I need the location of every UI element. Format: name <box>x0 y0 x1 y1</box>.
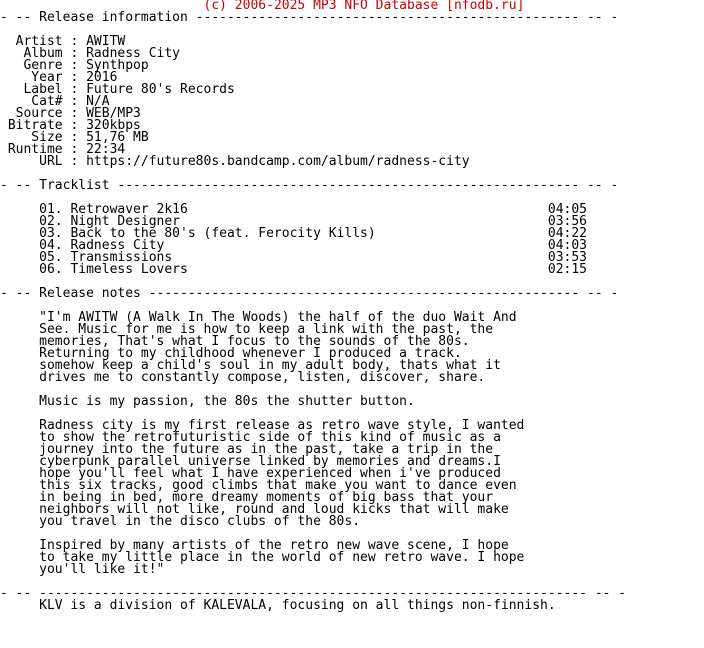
notes-line: to take my little place in the world of new retro wave. I hope <box>0 550 525 565</box>
info-catalog: Cat# : N/A <box>0 94 110 109</box>
track-row: 01. Retrowaver 2k16 04:05 <box>0 202 587 217</box>
section-release-notes: - -- Release notes ------------------------------------------------------- -- - <box>0 286 619 301</box>
footer-rule: - -- ---------------------------------------------------------------------- -- - <box>0 586 627 601</box>
section-tracklist: - -- Tracklist ----------------------------------------------------------- -- - <box>0 178 619 193</box>
info-source: Source : WEB/MP3 <box>0 106 141 121</box>
info-artist: Artist : AWITW <box>0 34 126 49</box>
info-label: Label : Future 80's Records <box>0 82 235 97</box>
notes-line: Inspired by many artists of the retro new wave scene, I hope <box>0 538 509 553</box>
album-url-link[interactable]: https://future80s.bandcamp.com/album/radness-city <box>86 154 470 169</box>
notes-line: memories, That's what I focus to the sounds of the 80s. <box>0 334 470 349</box>
track-row: 03. Back to the 80's (feat. Ferocity Kills) 04:22 <box>0 226 587 241</box>
notes-line: See. Music for me is how to keep a link with the past, the <box>0 322 494 337</box>
notes-line: Music is my passion, the 80s the shutter button. <box>0 394 415 409</box>
notes-line: Radness city is my first release as retro wave style, I wanted <box>0 418 525 433</box>
site-header-link[interactable]: (c) 2006-2025 MP3 NFO Database [nfodb.ru] <box>203 0 525 13</box>
notes-line: somehow keep a child's soul in my adult body, thats what it <box>0 358 501 373</box>
track-row: 06. Timeless Lovers 02:15 <box>0 262 587 277</box>
info-size: Size : 51,76 MB <box>0 130 149 145</box>
info-bitrate: Bitrate : 320kbps <box>0 118 141 133</box>
notes-line: "I'm AWITW (A Walk In The Woods) the half of the duo Wait And <box>0 310 517 325</box>
notes-line: drives me to constantly compose, listen, discover, share. <box>0 370 486 385</box>
track-row: 05. Transmissions 03:53 <box>0 250 587 265</box>
notes-line: Returning to my childhood whenever I produced a track. <box>0 346 462 361</box>
notes-line: you'll like it!" <box>0 562 165 577</box>
notes-line: to show the retrofuturistic side of this kind of music as a <box>0 430 501 445</box>
notes-line: you travel in the disco clubs of the 80s. <box>0 514 361 529</box>
info-url-prefix: URL : <box>0 154 87 169</box>
footer-text: KLV is a division of KALEVALA, focusing on all things non-finnish. <box>0 598 556 613</box>
notes-line: this six tracks, good climbs that make you want to dance even <box>0 478 517 493</box>
notes-line: cyberpunk parallel universe linked by memories and dreams.I <box>0 454 501 469</box>
info-url-line <box>0 156 626 168</box>
notes-line: neighbors will not like, round and loud kicks that will make <box>0 502 509 517</box>
info-runtime: Runtime : 22:34 <box>0 142 126 157</box>
notes-line: in being in bed, more dreamy moments of big bass that your <box>0 490 494 505</box>
notes-line: journey into the future as in the past, take a trip in the <box>0 442 494 457</box>
info-genre: Genre : Synthpop <box>0 58 149 73</box>
track-row: 04. Radness City 04:03 <box>0 238 587 253</box>
notes-line: hope you'll feel what I have experienced when i've produced <box>0 466 501 481</box>
info-year: Year : 2016 <box>0 70 118 85</box>
section-release-information: - -- Release information ------------------------------------------------- -- - <box>0 10 619 25</box>
info-album: Album : Radness City <box>0 46 181 61</box>
track-row: 02. Night Designer 03:56 <box>0 214 587 229</box>
